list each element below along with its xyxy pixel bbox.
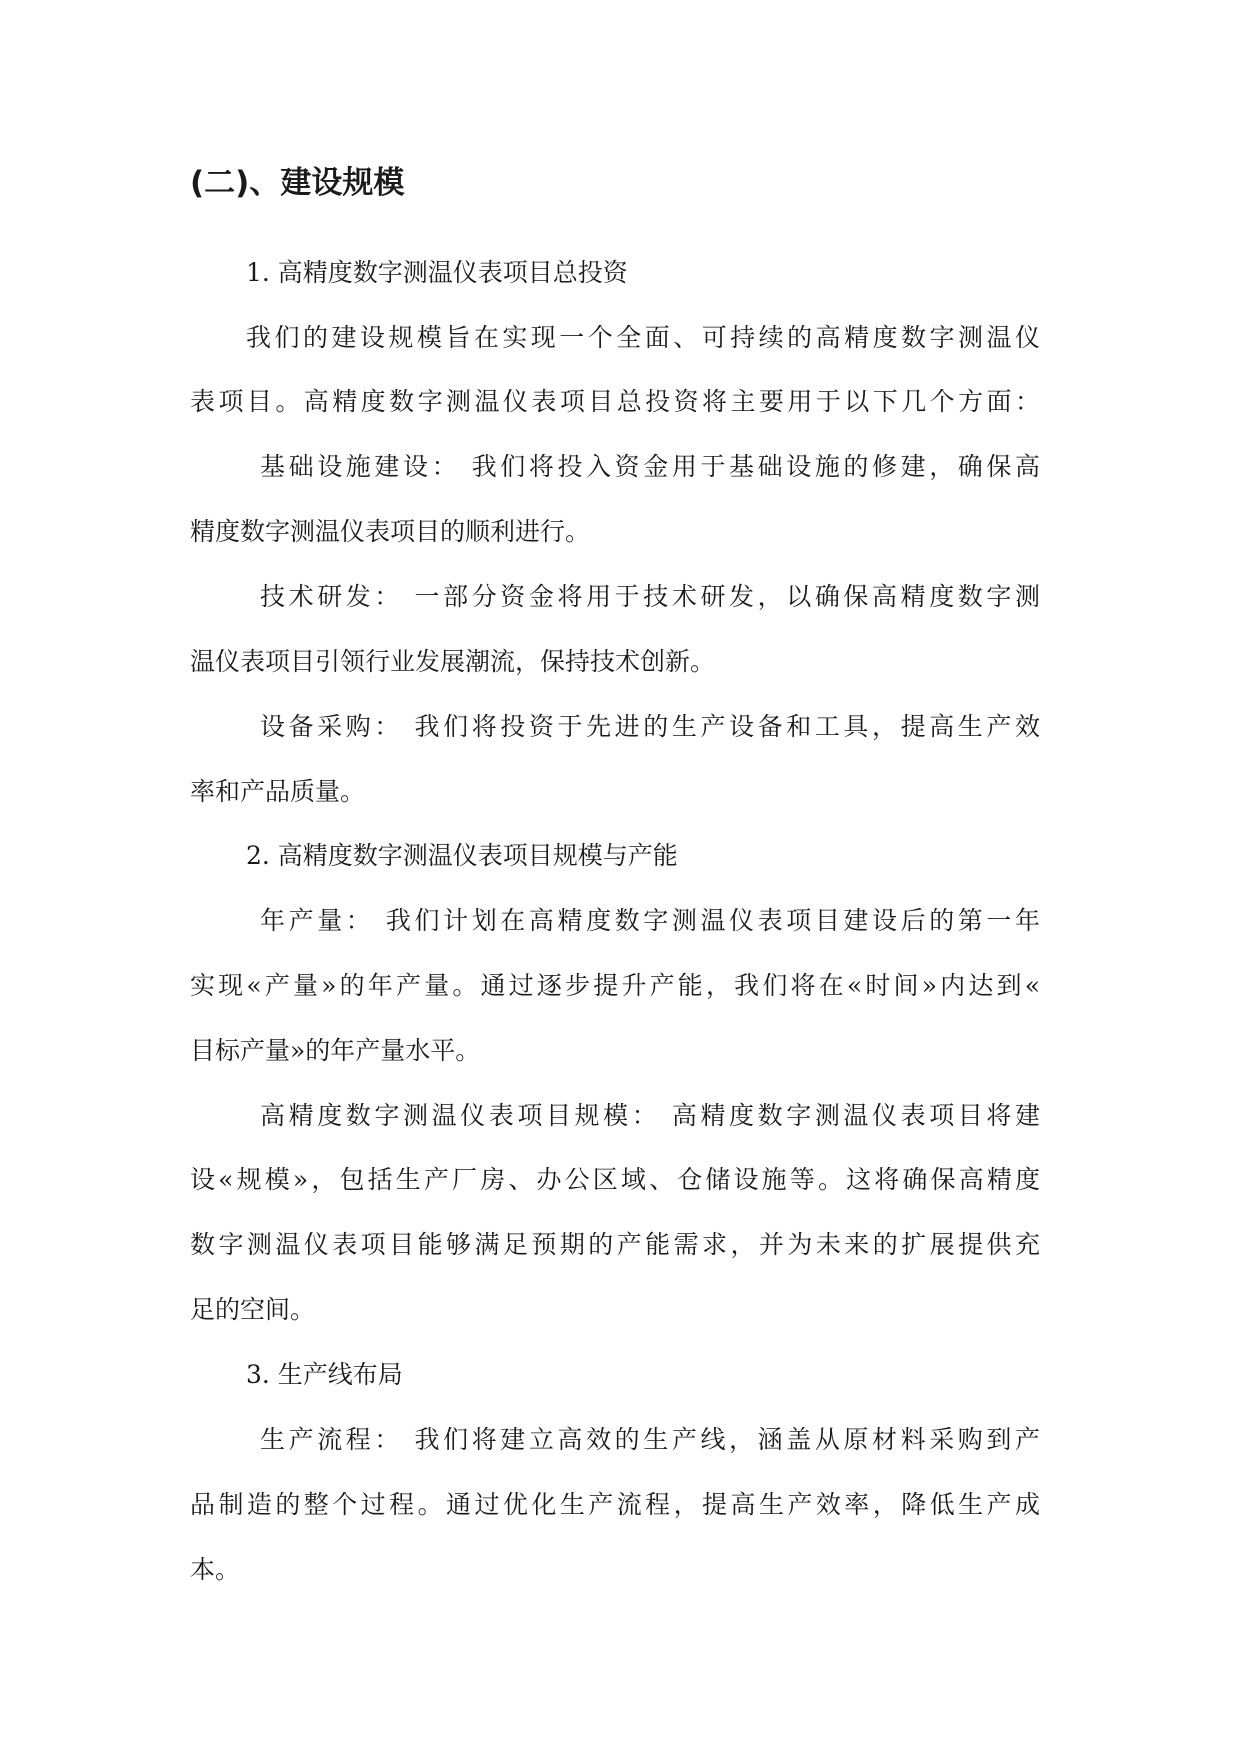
paragraph-line: 率和产品质量。 <box>190 777 366 806</box>
paragraph-line: 技术研发： 一部分资金将用于技术研发，以确保高精度数字测 <box>260 582 1040 611</box>
list-item-heading-2: 2. 高精度数字测温仪表项目规模与产能 <box>246 841 678 870</box>
paragraph-line: 生产流程： 我们将建立高效的生产线，涵盖从原材料采购到产 <box>260 1425 1040 1454</box>
paragraph-line: 基础设施建设： 我们将投入资金用于基础设施的修建，确保高 <box>260 452 1040 481</box>
paragraph-line: 高精度数字测温仪表项目规模： 高精度数字测温仪表项目将建 <box>260 1101 1040 1130</box>
list-item-heading-1: 1. 高精度数字测温仪表项目总投资 <box>246 258 628 287</box>
paragraph-line: 年产量： 我们计划在高精度数字测温仪表项目建设后的第一年 <box>260 906 1040 935</box>
paragraph-line: 数字测温仪表项目能够满足预期的产能需求，并为未来的扩展提供充 <box>190 1230 1040 1259</box>
paragraph-line: 实现«产量»的年产量。通过逐步提升产能，我们将在«时间»内达到« <box>190 971 1040 1000</box>
paragraph-line: 品制造的整个过程。通过优化生产流程，提高生产效率，降低生产成 <box>190 1490 1040 1519</box>
list-item-heading-3: 3. 生产线布局 <box>246 1360 403 1389</box>
paragraph-line: 精度数字测温仪表项目的顺利进行。 <box>190 517 591 546</box>
paragraph-line: 温仪表项目引领行业发展潮流，保持技术创新。 <box>190 647 716 676</box>
section-heading: (二)、建设规模 <box>190 165 405 201</box>
paragraph-line: 设«规模»，包括生产厂房、办公区域、仓储设施等。这将确保高精度 <box>190 1165 1040 1194</box>
paragraph-line: 本。 <box>190 1555 241 1584</box>
paragraph-line: 目标产量»的年产量水平。 <box>190 1036 481 1065</box>
paragraph-line: 设备采购： 我们将投资于先进的生产设备和工具，提高生产效 <box>260 712 1040 741</box>
paragraph-line: 我们的建设规模旨在实现一个全面、可持续的高精度数字测温仪 <box>246 323 1040 352</box>
paragraph-line: 表项目。高精度数字测温仪表项目总投资将主要用于以下几个方面： <box>190 387 1040 416</box>
paragraph-line: 足的空间。 <box>190 1295 316 1324</box>
